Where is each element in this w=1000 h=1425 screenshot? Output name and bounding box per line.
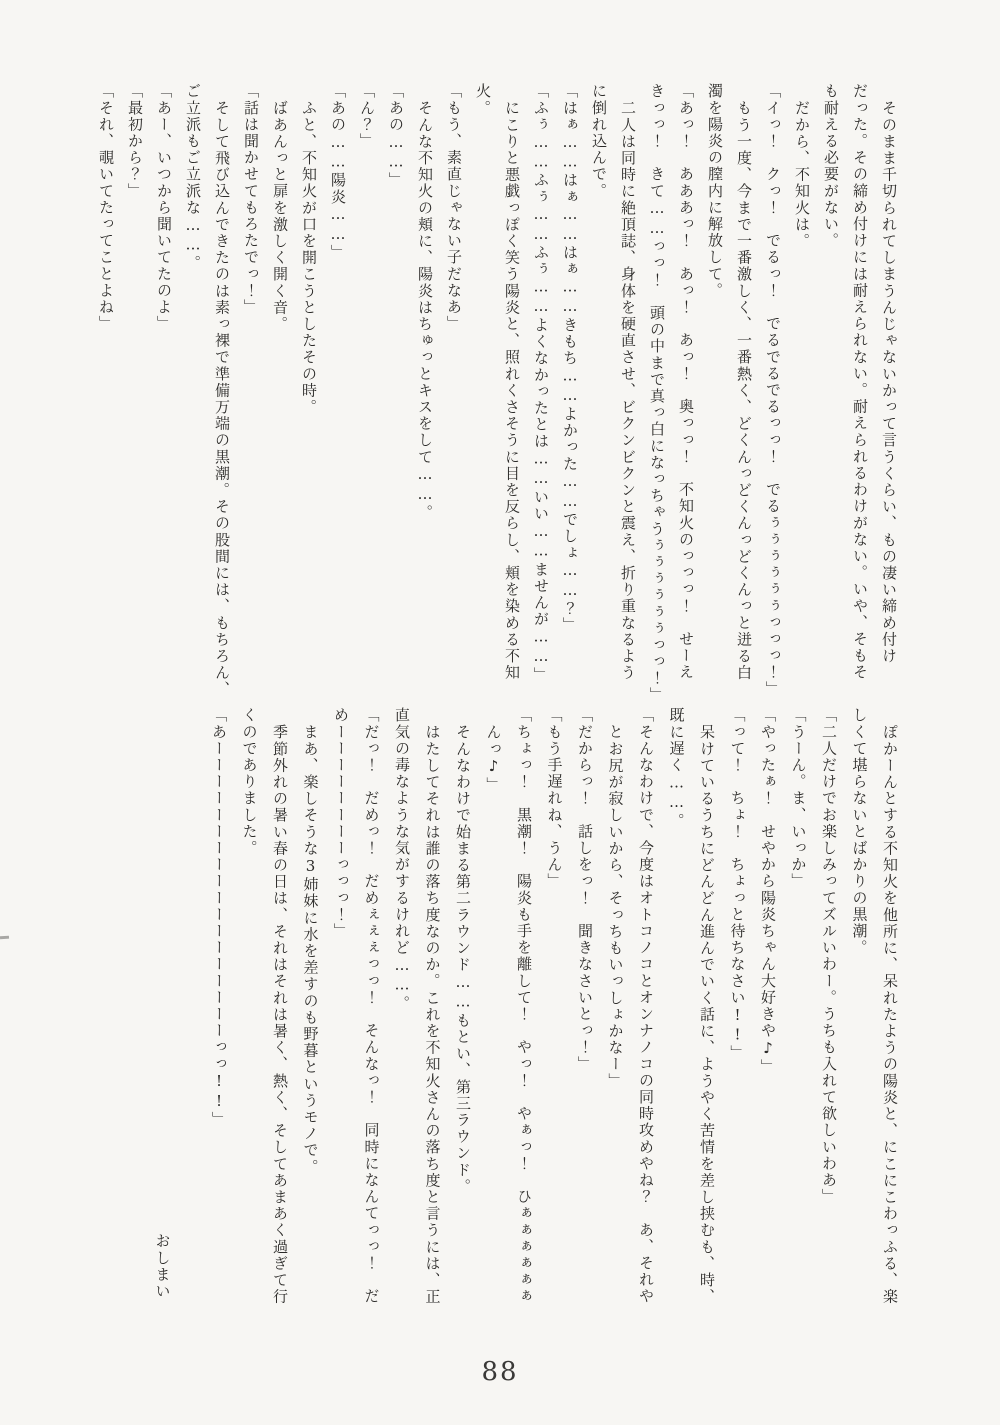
text-column: そんなわけで始まる第二ラウンド……もとい、第三ラウンド。	[454, 723, 472, 1195]
lower-text-block	[147, 707, 905, 1325]
upper-text-block	[91, 83, 903, 711]
text-column: しくて堪らないとばかりの黒潮。	[850, 707, 869, 956]
text-column: 「あの……」	[387, 83, 405, 189]
text-column: ぽかーんとする不知火を他所に、呆れたようの陽炎と、にこにこわっふる、楽	[881, 723, 899, 1305]
text-column: 「最初から？」	[126, 83, 144, 200]
text-column: そのまま千切られてしまうんじゃないかって言うくらい、もの凄い締め付け	[880, 99, 898, 664]
scan-artifact-mark	[0, 936, 9, 940]
text-column: そして飛び込んできたのは素っ裸で準備万端の黒潮。その股間には、もちろん、	[213, 99, 231, 698]
text-column: 二人は同時に絶頂誌、身体を硬直させ、ビクンビクンと震え、折り重なるよう	[619, 99, 637, 681]
text-column: に倒れ込んで。	[590, 83, 608, 200]
text-column: まあ、楽しそうな3姉妹に水を差すのも野暮というモノで。	[301, 723, 320, 1175]
text-column: とお尻が寂しいから、そっちもいっしょかなー」	[606, 723, 625, 1089]
text-column: 「もう手遅れね、うん」	[545, 707, 564, 890]
text-column: 濁を陽炎の膣内に解放して。	[706, 83, 724, 299]
text-column: 「あーーーーーーーーーーーーーーーーーーっっ!!」	[210, 707, 228, 1128]
text-column: 「だっ！ だめっ！ だめぇぇぇっっ！ そんなっ！ 同時になんてっっ！ だ	[362, 707, 381, 1305]
text-column: 「話は聞かせてもろたでっ！」	[242, 83, 260, 316]
page-number: 88	[481, 1357, 519, 1387]
text-column: ばあんっと扉を激しく開く音。	[271, 99, 289, 332]
text-column: そんな不知火の頬に、陽炎はちゅっとキスをして……。	[416, 99, 434, 521]
text-column: 「ん？」	[358, 83, 376, 150]
text-column: 「二人だけでお楽しみってズルいわー。うちも入れて欲しいわあ」	[820, 707, 838, 1205]
text-column: 「そんなわけで、今度はオトコノコとオンナノコの同時攻めやね？ あ、それや	[637, 707, 655, 1305]
text-column: 直気の毒なような気がするけれど……。	[393, 707, 411, 1012]
text-column: 季節外れの暑い春の日は、それはそれは暑く、熱く、そしてあまあく過ぎて行	[271, 723, 289, 1305]
text-column: にこりと悪戯っぽく笑う陽炎と、照れくさそうに目を反らし、頬を染める不知	[503, 99, 521, 681]
text-column: 「だからっ！ 話しをっ！ 聞きなさいとっ！」	[576, 707, 594, 1073]
text-column: 「って！ ちょ！ ちょっと待ちなさい!!」	[728, 707, 747, 1062]
text-column: 「うーん。ま、いっか」	[789, 707, 808, 890]
text-column: 「あっ！ あああっ！ あっ！ あっ！ 奥っっ！ 不知火のっっっ！ せーえ	[677, 83, 695, 681]
text-column: 「それ、覗いてたってことよね」	[97, 83, 115, 332]
text-column: くのでありました。	[240, 707, 259, 857]
text-column: もう一度、今まで一番激しく、一番熱く、どくんっどくんっどくんっと迸る白	[735, 99, 753, 681]
text-column: はたしてそれは誰の落ち度なのか。これを不知火さんの落ち度と言うには、正	[423, 723, 442, 1305]
text-column: 「あー、いつから聞いてたのよ」	[155, 83, 173, 332]
text-column: 「はぁ……はぁ……はぁ……きもち……よかった……でしょ……？」	[561, 83, 579, 634]
text-column: 「あの……陽炎……」	[329, 83, 347, 261]
text-column: 既に遅く……。	[667, 707, 686, 830]
text-column: 「やったぁ！ せやから陽炎ちゃん大好きや♪」	[759, 707, 777, 1076]
text-column: だった。その締め付けには耐えられない。耐えられるわけがない。いや、そもそ	[851, 83, 869, 681]
text-column: だから、不知火は。	[793, 99, 811, 249]
text-column: めーーーーーーーーっっっ！」	[332, 707, 350, 940]
text-column: ご立派もご立派な……。	[184, 83, 202, 272]
text-column: も耐える必要がない。	[822, 83, 840, 249]
text-column: 「ふぅ……ふぅ……ふぅ……よくなかったとは……いい……ませんが……」	[532, 83, 550, 684]
text-column: 「イっ！ クっ！ でるっ！ でるでるでるっっ！ でるぅぅぅぅぅぅっっっ！」	[764, 83, 782, 698]
text-column: 「ちょっ！ 黒潮！ 陽炎も手を離して！ やっ！ やぁっ！ ひぁぁぁぁぁぁ	[515, 707, 533, 1305]
ending-mark: おしまい	[153, 1232, 172, 1299]
text-column: 火。	[474, 83, 492, 117]
text-column: 呆けているうちにどんどん進んでいく話に、ようやく苦情を差し挟むも、時、	[698, 723, 716, 1305]
text-column: んっ♪」	[484, 723, 503, 793]
text-column: きっっ！ きて……っっ！ 頭の中まで真っ白になっちゃうぅぅぅぅぅぅっっ！」	[648, 83, 666, 704]
text-column: 「もう、素直じゃない子だなあ」	[445, 83, 463, 332]
text-column: ふと、不知火が口を開こうとしたその時。	[300, 99, 318, 415]
